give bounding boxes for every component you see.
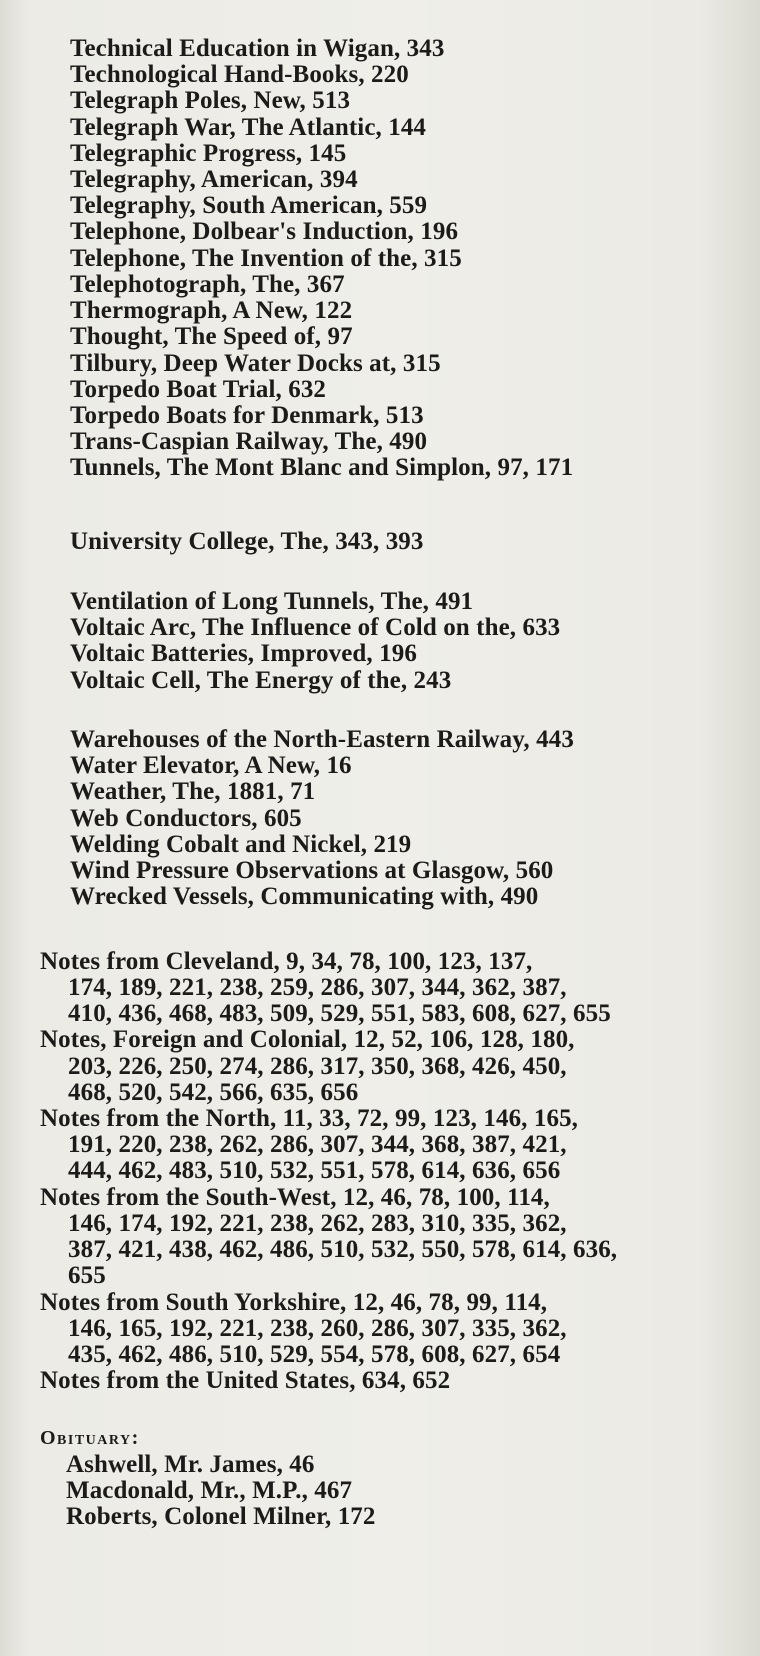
notes-entry-continuation: 174, 189, 221, 238, 259, 286, 307, 344, 362, 387, bbox=[68, 974, 567, 1001]
notes-entry-continuation: 410, 436, 468, 483, 509, 529, 551, 583, 608, 627, 655 bbox=[68, 1000, 611, 1027]
index-entry: Torpedo Boats for Denmark, 513 bbox=[70, 402, 424, 429]
index-entry: Warehouses of the North-Eastern Railway, 443 bbox=[70, 726, 574, 753]
index-entry: Telephone, Dolbear's Induction, 196 bbox=[70, 218, 459, 245]
index-entry: Telephone, The Invention of the, 315 bbox=[70, 245, 462, 272]
obituary-entry: Macdonald, Mr., M.P., 467 bbox=[66, 1477, 353, 1504]
index-entry: Wind Pressure Observations at Glasgow, 560 bbox=[70, 857, 554, 884]
index-entry: Web Conductors, 605 bbox=[70, 805, 302, 832]
notes-entry-continuation: 387, 421, 438, 462, 486, 510, 532, 550, 578, 614, 636, bbox=[68, 1236, 618, 1263]
obituary-entry: Ashwell, Mr. James, 46 bbox=[66, 1451, 315, 1478]
index-entry: Telegraphy, American, 394 bbox=[70, 166, 358, 193]
notes-entry-continuation: 191, 220, 238, 262, 286, 307, 344, 368, 387, 421, bbox=[68, 1131, 567, 1158]
notes-entry-continuation: 435, 462, 486, 510, 529, 554, 578, 608, 627, 654 bbox=[68, 1341, 561, 1368]
notes-entry: Notes from the North, 11, 33, 72, 99, 123, 146, 165, bbox=[40, 1105, 579, 1132]
notes-entry-continuation: 146, 174, 192, 221, 238, 262, 283, 310, 335, 362, bbox=[68, 1210, 567, 1237]
index-entry: Telephotograph, The, 367 bbox=[70, 271, 345, 298]
index-entry: Telegraphic Progress, 145 bbox=[70, 140, 347, 167]
index-entry: Tilbury, Deep Water Docks at, 315 bbox=[70, 350, 441, 377]
index-entry: Tunnels, The Mont Blanc and Simplon, 97, 171 bbox=[70, 454, 574, 481]
index-entry: Technical Education in Wigan, 343 bbox=[70, 35, 445, 62]
notes-entry-continuation: 444, 462, 483, 510, 532, 551, 578, 614, 636, 656 bbox=[68, 1157, 561, 1184]
index-entry: Telegraph Poles, New, 513 bbox=[70, 87, 351, 114]
notes-entry-continuation: 146, 165, 192, 221, 238, 260, 286, 307, 335, 362, bbox=[68, 1315, 567, 1342]
notes-entry: Notes from Cleveland, 9, 34, 78, 100, 123, 137, bbox=[40, 948, 533, 975]
notes-entry: Notes from South Yorkshire, 12, 46, 78, 99, 114, bbox=[40, 1289, 548, 1316]
notes-entry: Notes from the South-West, 12, 46, 78, 100, 114, bbox=[40, 1184, 550, 1211]
notes-entry: Notes, Foreign and Colonial, 12, 52, 106, 128, 180, bbox=[40, 1026, 575, 1053]
index-entry: Torpedo Boat Trial, 632 bbox=[70, 376, 327, 403]
index-entry: Trans-Caspian Railway, The, 490 bbox=[70, 428, 428, 455]
index-entry: Water Elevator, A New, 16 bbox=[70, 752, 352, 779]
index-entry: University College, The, 343, 393 bbox=[70, 528, 424, 555]
index-entry: Welding Cobalt and Nickel, 219 bbox=[70, 831, 412, 858]
notes-entry-continuation: 655 bbox=[68, 1262, 106, 1289]
index-entry: Weather, The, 1881, 71 bbox=[70, 778, 316, 805]
index-entry: Wrecked Vessels, Communicating with, 490 bbox=[70, 883, 539, 910]
index-entry: Telegraph War, The Atlantic, 144 bbox=[70, 114, 427, 141]
index-entry: Technological Hand-Books, 220 bbox=[70, 61, 409, 88]
index-entry: Voltaic Cell, The Energy of the, 243 bbox=[70, 667, 452, 694]
obituary-entry: Roberts, Colonel Milner, 172 bbox=[66, 1503, 376, 1530]
index-entry: Ventilation of Long Tunnels, The, 491 bbox=[70, 588, 474, 615]
index-entry: Thermograph, A New, 122 bbox=[70, 297, 353, 324]
notes-entry-continuation: 468, 520, 542, 566, 635, 656 bbox=[68, 1079, 359, 1106]
notes-entry: Notes from the United States, 634, 652 bbox=[40, 1367, 451, 1394]
index-entry: Thought, The Speed of, 97 bbox=[70, 323, 353, 350]
index-entry: Telegraphy, South American, 559 bbox=[70, 192, 428, 219]
notes-entry-continuation: 203, 226, 250, 274, 286, 317, 350, 368, 426, 450, bbox=[68, 1053, 567, 1080]
index-entry: Voltaic Arc, The Influence of Cold on the, 633 bbox=[70, 614, 561, 641]
index-entry: Voltaic Batteries, Improved, 196 bbox=[70, 640, 417, 667]
obituary-heading: Obituary: bbox=[40, 1427, 140, 1449]
